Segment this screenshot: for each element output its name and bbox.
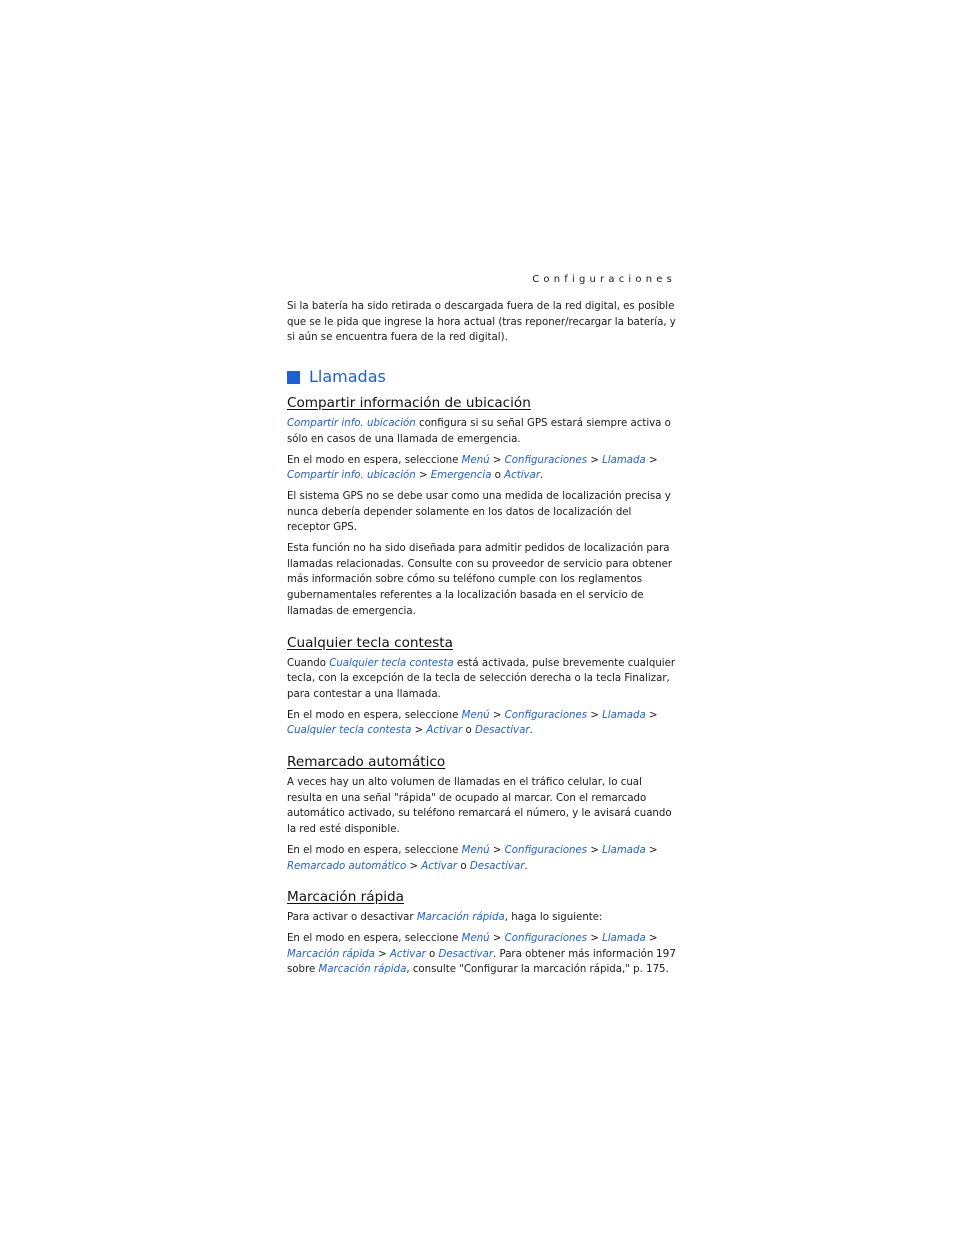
text-run: > [489, 454, 505, 466]
menu-path-term: Llamada [602, 709, 646, 721]
menu-path-term: Menú [461, 709, 490, 721]
menu-instructions [287, 843, 676, 874]
text-run: está activada, pulse brevemente cualquier tecla, con la excepción de la tecla de selección derecha o la tecla Finalizar, para contestar a una llamada. [287, 657, 676, 700]
menu-path-term: Configuraciones [504, 709, 588, 721]
menu-path-term: Marcación rápida [416, 912, 505, 924]
menu-path-term: Marcación rápida [287, 948, 375, 960]
text-run: > [489, 844, 505, 856]
paragraph: El sistema GPS no se debe usar como una medida de localización precisa y nunca debería depender solamente en los datos de localización del receptor GPS. [287, 490, 671, 534]
text-run: configura si su señal GPS estará siempre activa o sólo en casos de una llamada de emergencia. [287, 418, 671, 445]
text-run: > [645, 454, 658, 466]
section-square-icon [287, 371, 300, 384]
subheading-compartir-ubicacion: Compartir información de ubicación [287, 395, 531, 412]
menu-path-term: Menú [461, 844, 490, 856]
menu-instructions [287, 708, 676, 739]
menu-path-term: Desactivar [474, 725, 530, 737]
menu-path-term: Cualquier tecla contesta [329, 657, 454, 669]
subheading-marcacion-rapida: Marcación rápida [287, 889, 404, 906]
intro-paragraph: Si la batería ha sido retirada o descargada fuera de la red digital, es posible que se le pida que ingrese la hora actual (tras reponer/recargar la batería, y si aún se encuentra fuera de la red digital). [287, 301, 676, 344]
text-run: En el modo en espera, seleccione [287, 454, 462, 466]
text-run: . Para obtener más información sobre [287, 948, 654, 976]
text-run: > [489, 709, 505, 721]
menu-path-term: Desactivar [438, 948, 494, 960]
text-run: > [587, 932, 603, 944]
text-run: > [415, 470, 431, 482]
text-run: , haga lo siguiente: [504, 912, 603, 924]
text-run: > [411, 725, 427, 737]
text-run: . [540, 470, 544, 482]
section-heading-llamadas [287, 367, 676, 387]
text-run: , consulte "Configurar la marcación rápida," p. 175. [406, 964, 669, 976]
menu-instructions [287, 931, 676, 978]
text-run: En el modo en espera, seleccione [287, 709, 462, 721]
menu-path-term: Menú [461, 932, 490, 944]
menu-path-term: Cualquier tecla contesta [287, 725, 412, 737]
text-run: o [425, 948, 439, 960]
paragraph [287, 416, 676, 447]
text-run: > [645, 709, 658, 721]
page-number: 197 [655, 948, 676, 960]
menu-path-term: Marcación rápida [318, 964, 407, 976]
menu-path-term: Compartir info. ubicación [287, 470, 416, 482]
paragraph: A veces hay un alto volumen de llamadas en el tráfico celular, lo cual resulta en una señal "rápida" de ocupado al marcar. Con el remarcado automático activado, su teléfono remarcará el número, y le avisará cuando la red esté disponible. [287, 777, 672, 836]
page-content [287, 299, 676, 983]
menu-path-term: Remarcado automático [287, 860, 407, 872]
subheading-remarcado: Remarcado automático [287, 754, 446, 771]
text-run: > [587, 844, 603, 856]
menu-path-term: Emergencia [430, 470, 492, 482]
text-run: > [645, 844, 658, 856]
paragraph [287, 656, 676, 703]
text-run: . [529, 725, 533, 737]
menu-path-term: Configuraciones [504, 932, 588, 944]
text-run: o [457, 860, 470, 872]
text-run: En el modo en espera, seleccione [287, 844, 462, 856]
menu-path-term: Configuraciones [504, 844, 588, 856]
text-run: > [587, 454, 603, 466]
text-run: En el modo en espera, seleccione [287, 932, 462, 944]
menu-path-term: Compartir info. ubicación [287, 418, 416, 430]
menu-path-term: Llamada [602, 454, 646, 466]
menu-instructions [287, 453, 676, 484]
text-run: > [406, 860, 422, 872]
text-run: Cuando [287, 657, 330, 669]
text-run: o [462, 725, 475, 737]
paragraph: Esta función no ha sido diseñada para admitir pedidos de localización para llamadas relacionadas. Consulte con su proveedor de servicio para obtener más información sobre cómo su teléfono cumple con los reglamentos gubernamentales referentes a la localización basada en el servicio de llamadas de emergencia. [287, 543, 673, 617]
text-run: . [524, 860, 528, 872]
menu-path-term: Activar [421, 860, 458, 872]
menu-path-term: Activar [504, 470, 541, 482]
menu-path-term: Menú [461, 454, 490, 466]
menu-path-term: Llamada [602, 844, 646, 856]
menu-path-term: Desactivar [469, 860, 525, 872]
text-run: > [645, 932, 658, 944]
subheading-cualquier-tecla: Cualquier tecla contesta [287, 634, 453, 651]
menu-path-term: Configuraciones [504, 454, 588, 466]
menu-path-term: Activar [426, 725, 463, 737]
running-header: Configuraciones [532, 274, 676, 285]
menu-path-term: Llamada [602, 932, 646, 944]
text-run: > [489, 932, 505, 944]
text-run: Para activar o desactivar [287, 912, 417, 924]
text-run: > [374, 948, 390, 960]
paragraph [287, 910, 676, 926]
menu-path-term: Activar [389, 948, 426, 960]
section-title: Llamadas [309, 367, 386, 387]
text-run: o [491, 470, 505, 482]
text-run: > [587, 709, 603, 721]
